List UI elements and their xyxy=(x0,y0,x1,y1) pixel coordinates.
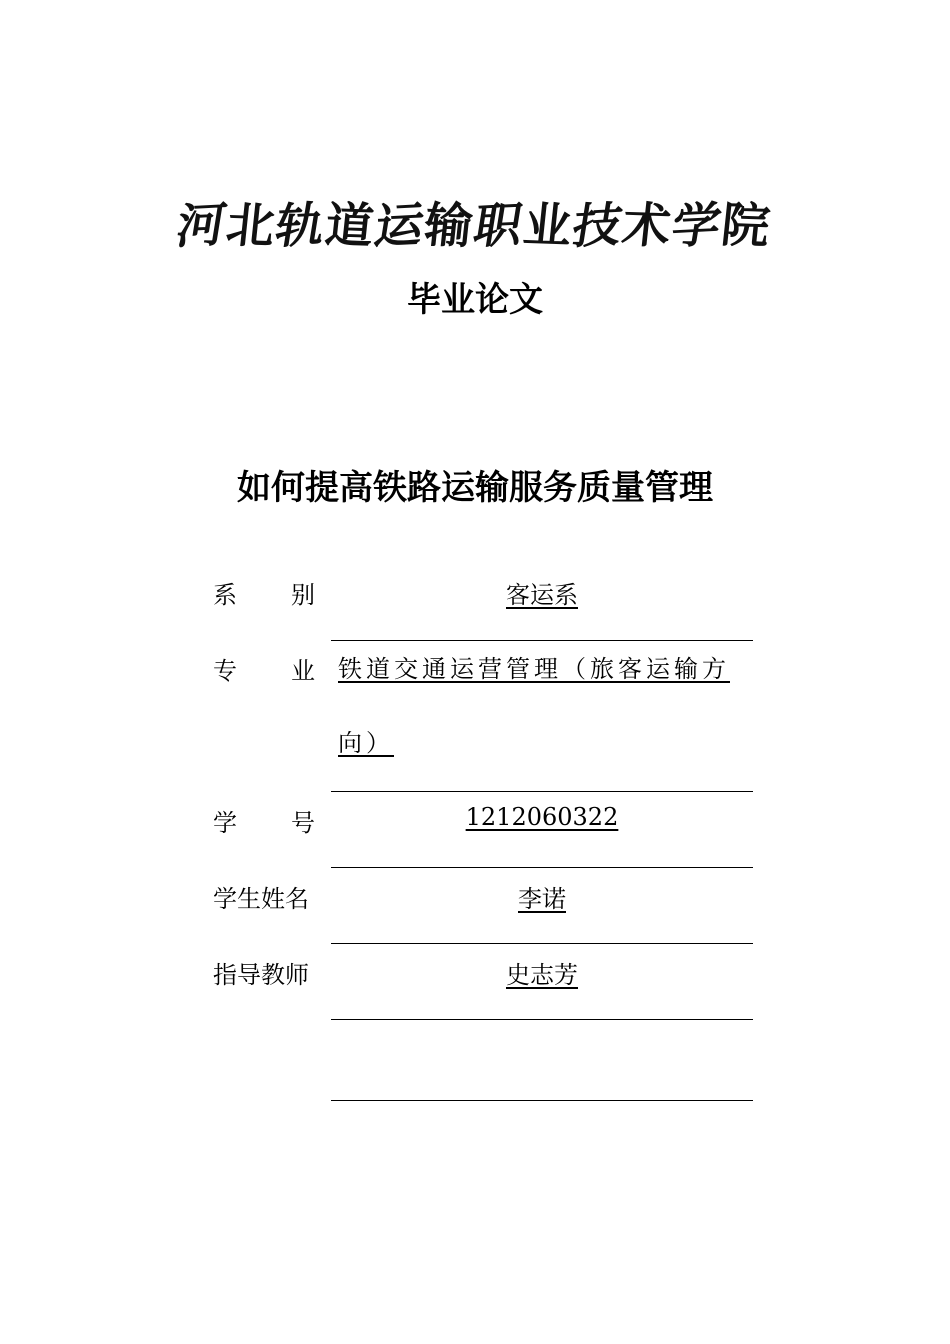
label-char: 学 xyxy=(213,809,237,837)
blank-field-underline xyxy=(331,1100,753,1101)
logo-char: 技 xyxy=(568,196,626,255)
advisor-value xyxy=(331,955,753,990)
label-char: 专 xyxy=(213,657,237,685)
logo-char: 运 xyxy=(370,196,428,255)
logo-char: 学 xyxy=(667,196,725,255)
label-char: 别 xyxy=(291,581,315,609)
document-type-heading: 毕业论文 xyxy=(407,280,543,320)
logo-char: 道 xyxy=(323,196,377,255)
logo-char: 院 xyxy=(718,196,773,255)
student-name-label xyxy=(213,879,315,911)
label-text: 学生姓名 xyxy=(213,885,309,913)
student-name-text: 李诺 xyxy=(518,885,566,913)
major-value xyxy=(338,632,748,780)
logo-char: 北 xyxy=(224,196,278,255)
field-underline xyxy=(331,943,753,944)
label-char: 系 xyxy=(213,581,237,609)
logo-char: 职 xyxy=(469,196,527,255)
department-label xyxy=(213,575,315,607)
institution-calligraphy-logo xyxy=(172,190,773,255)
label-char: 业 xyxy=(291,657,315,685)
student-id-text: 1212060322 xyxy=(465,803,619,831)
thesis-title: 如何提高铁路运输服务质量管理 xyxy=(237,468,713,508)
department-text: 客运系 xyxy=(506,581,578,609)
student-name-value xyxy=(331,879,753,914)
major-text-line1: 铁道交通运营管理（旅客运输方 xyxy=(338,655,730,683)
advisor-label xyxy=(213,955,315,987)
student-id-label xyxy=(213,803,315,835)
student-id-value xyxy=(331,803,753,831)
logo-char: 轨 xyxy=(271,196,329,255)
field-underline xyxy=(331,867,753,868)
major-text-line2: 向） xyxy=(338,729,394,757)
field-underline xyxy=(331,1019,753,1020)
logo-char: 术 xyxy=(619,196,674,255)
major-label xyxy=(213,651,315,683)
label-char: 号 xyxy=(291,809,315,837)
label-text: 指导教师 xyxy=(213,961,309,989)
department-value xyxy=(331,575,753,610)
logo-char: 河 xyxy=(172,196,231,255)
logo-char: 输 xyxy=(421,196,476,255)
advisor-text: 史志芳 xyxy=(506,961,578,989)
field-underline xyxy=(331,791,753,792)
logo-char: 业 xyxy=(520,196,575,255)
